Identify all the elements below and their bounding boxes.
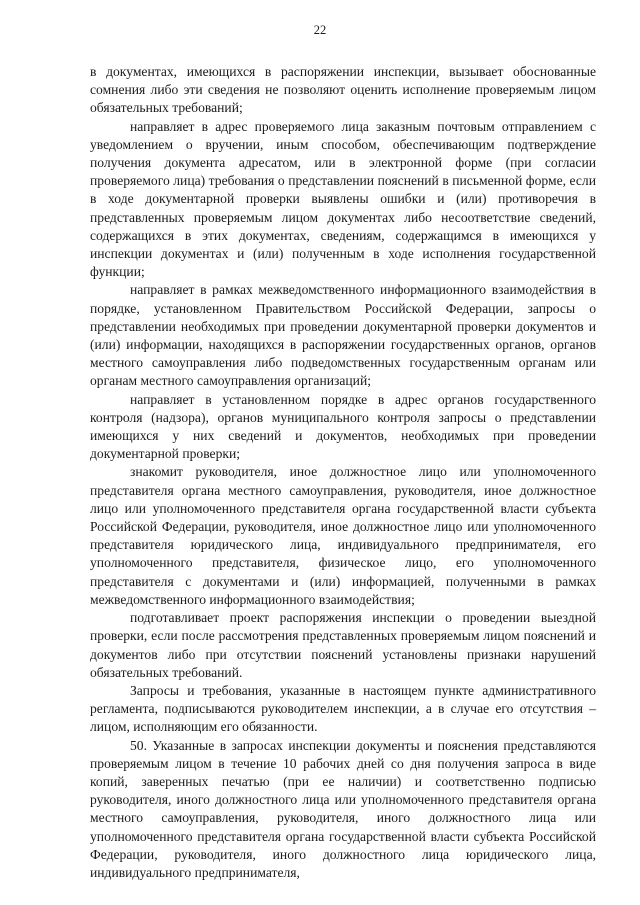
- paragraph-onsite-inspection-draft: подготавливает проект распоряжения инспекции о проведении выездной проверки, если после рассмотрения представленных проверяемым лицом пояснений и документов либо при отсутствии пояснений установлены признаки нарушений обязательных требований.: [90, 610, 596, 680]
- page-number: 22: [313, 23, 327, 37]
- paragraph-continuation: в документах, имеющихся в распоряжении инспекции, вызывает обоснованные сомнения либо эти сведения не позволяют оценить исполнение проверяемым лицом обязательных требований;: [90, 64, 596, 116]
- document-body: [90, 63, 596, 882]
- paragraph-interagency-requests: направляет в рамках межведомственного информационного взаимодействия в порядке, установленном Правительством Российской Федерации, запросы о представлении необходимых при проведении документарной проверки документов и (или) информации, находящихся в распоряжении государственных органов, органов местного самоуправления либо подведомственных государственным органам или органам местного самоуправления организаций;: [90, 282, 596, 389]
- paragraph-request-explanations: направляет в адрес проверяемого лица заказным почтовым отправлением с уведомлением о вручении, иным способом, обеспечивающим подтверждение получения документа адресатом, или в электронной форме (при согласии проверяемого лица) требования о представлении пояснений в письменной форме, если в ходе документарной проверки выявлены ошибки и (или) противоречия в представленных проверяемым лицом документах либо несоответствие сведений, содержащихся в этих документах, сведениям, содержащимся в имеющихся у инспекции документах и (или) полученным в ходе исполнения государственной функции;: [90, 118, 596, 280]
- paragraph-control-bodies-requests: направляет в установленном порядке в адрес органов государственного контроля (надзора), органов муниципального контроля запросы о представлении имеющихся у них сведений и документов, необходимых при проведении документарной проверки;: [90, 391, 596, 462]
- paragraph-item-50: 50. Указанные в запросах инспекции документы и пояснения представляются проверяемым лицом в течение 10 рабочих дней со дня получения запроса в виде копий, заверенных печатью (при ее наличии) и соответственно подписью руководителя, иного должностного лица или уполномоченного представителя органа местного самоуправления, руководителя, иного должностного лица или уполномоченного представителя органа государственной власти субъекта Российской Федерации, руководителя, иного должностного лица юридического лица, индивидуального предпринимателя,: [90, 737, 596, 880]
- paragraph-familiarization: знакомит руководителя, иное должностное лицо или уполномоченного представителя органа местного самоуправления, руководителя, иное должностное лицо или уполномоченного представителя органа государственной власти субъекта Российской Федерации, руководителя, иное должностное лицо или уполномоченного представителя юридического лица, индивидуального предпринимателя, его уполномоченного представителя, физическое лицо, его уполномоченного представителя с документами и (или) информацией, полученными в рамках межведомственного информационного взаимодействия;: [90, 464, 596, 607]
- paragraph-signature-of-requests: Запросы и требования, указанные в настоящем пункте административного регламента, подписываются руководителем инспекции, а в случае его отсутствия – лицом, исполняющим его обязанности.: [90, 682, 596, 735]
